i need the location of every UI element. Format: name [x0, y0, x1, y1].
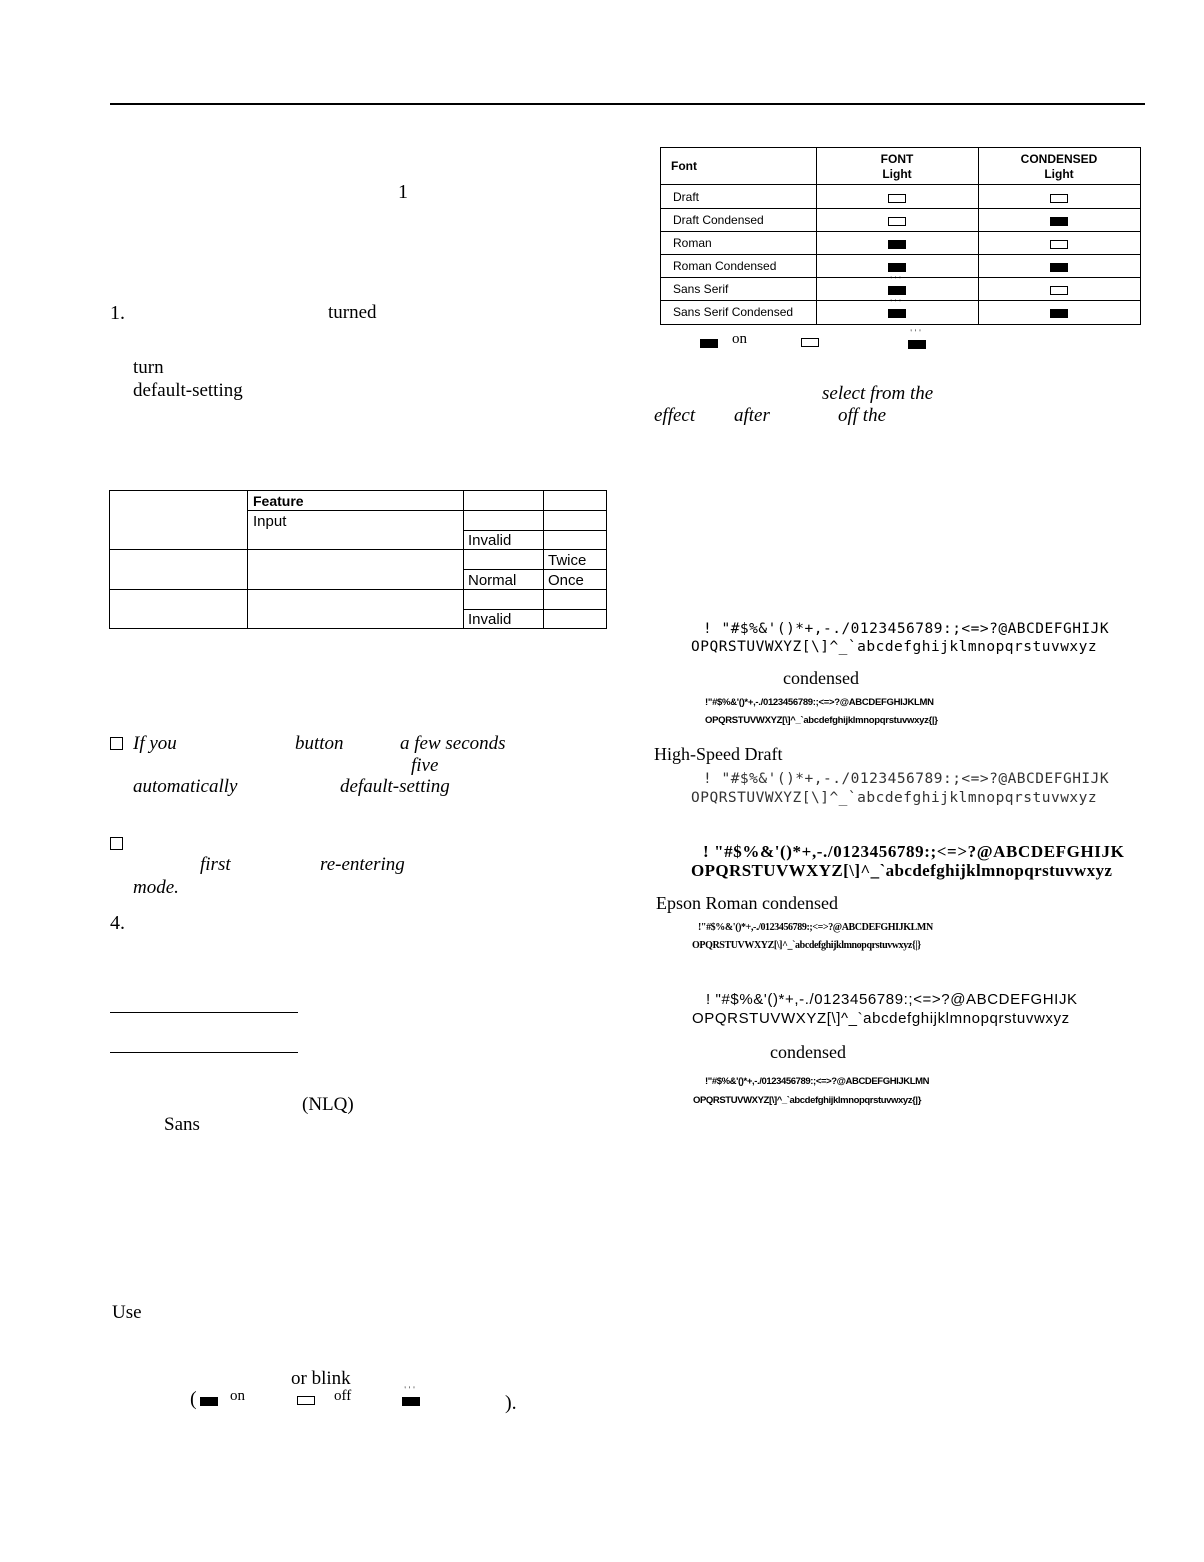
led-font-off-icon — [888, 194, 906, 203]
blink-rays-icon: ''' — [404, 1385, 418, 1394]
light-on-icon — [200, 1397, 218, 1406]
table-cell-invalid-2: Invalid — [468, 611, 512, 628]
roman-sample-line-1: ! "#$%&'()*+,-./0123456789:;<=>?@ABCDEFGHIJK — [703, 842, 1125, 861]
hsd-sample-line-1: ! "#$%&'()*+,-./0123456789:;<=>?@ABCDEFGHIJK — [703, 771, 1110, 787]
step-4-number: 4. — [110, 912, 125, 934]
right-legend-on: on — [732, 331, 747, 347]
roman-sample-line-2: OPQRSTUVWXYZ[\]^_`abcdefghijklmnopqrstuvwxyz — [691, 861, 1113, 880]
epson-roman-condensed-label: Epson Roman condensed — [656, 893, 838, 913]
note-bullet-icon — [110, 837, 123, 850]
select-from-the-text: select from the — [822, 383, 934, 404]
led-blink-rays-icon: ''' — [890, 275, 904, 284]
legend-off-label: off — [334, 1388, 352, 1404]
led-cond-on-icon — [1050, 309, 1068, 318]
nlq-text: (NLQ) — [302, 1094, 354, 1115]
condensed-label-2: condensed — [770, 1042, 846, 1062]
header-rule — [110, 103, 1145, 105]
step-1-word: turned — [328, 302, 377, 323]
light-off-icon — [297, 1396, 315, 1405]
col-header-condensed-light: CONDENSED Light — [1020, 152, 1098, 181]
note-2-bullet — [110, 833, 133, 855]
led-cond-off-icon — [1050, 240, 1068, 249]
table-cell-invalid: Invalid — [468, 532, 512, 549]
led-cond-on-icon — [1050, 263, 1068, 272]
led-blink-rays-icon: ''' — [890, 298, 904, 307]
note-1: If you — [110, 733, 177, 755]
note-1-button: button — [295, 733, 344, 754]
table-header-feature: Feature — [253, 493, 304, 509]
legend-blink-icon — [908, 340, 926, 349]
legend-close-paren: ). — [505, 1392, 517, 1414]
sans-text: Sans — [164, 1114, 200, 1135]
default-setting-word: default-setting — [133, 380, 243, 401]
note-1-default-setting: default-setting — [340, 776, 450, 797]
led-cond-off-icon — [1050, 194, 1068, 203]
roman-condensed-line-1: !"#$%&'()*+,-./0123456789:;<=>?@ABCDEFGHIJKLMN — [698, 922, 933, 933]
legend-open-paren: ( — [190, 1388, 197, 1410]
feature-table — [109, 490, 607, 629]
note-1-automatically: automatically — [133, 776, 238, 797]
col-header-font-light: FONT Light — [880, 152, 914, 181]
effect-text: effect — [654, 405, 696, 426]
led-cond-off-icon — [1050, 286, 1068, 295]
draft-condensed-line-1: !"#$%&'()*+,-./0123456789:;<=>?@ABCDEFGHIJKLMN — [705, 697, 934, 708]
note-2-first: first — [200, 854, 231, 875]
draft-sample-line-1: ! "#$%&'()*+,-./0123456789:;<=>?@ABCDEFGHIJK — [703, 621, 1110, 637]
legend-blink-rays-icon: ''' — [910, 328, 924, 337]
table-cell-input: Input — [253, 513, 287, 530]
after-text: after — [734, 405, 770, 426]
led-cond-on-icon — [1050, 217, 1068, 226]
sans-condensed-line-1: !"#$%&'()*+,-./0123456789:;<=>?@ABCDEFGHIJKLMN — [705, 1076, 930, 1087]
row-draft-condensed: Draft Condensed — [673, 213, 764, 227]
off-the-text: off the — [838, 405, 887, 426]
row-roman-condensed: Roman Condensed — [673, 259, 777, 273]
row-sans-serif-condensed: Sans Serif Condensed — [673, 305, 794, 319]
table-cell-once: Once — [548, 572, 584, 589]
high-speed-draft-label: High-Speed Draft — [654, 744, 783, 764]
step-1-number: 1. — [110, 302, 125, 324]
led-font-off-icon — [888, 217, 906, 226]
draft-condensed-line-2: OPQRSTUVWXYZ[\]^_`abcdefghijklmnopqrstuvwxyz{|} — [705, 715, 938, 726]
section-rule-2 — [110, 1052, 298, 1053]
legend-on-label: on — [230, 1388, 245, 1404]
number-one: 1 — [398, 181, 408, 203]
hsd-sample-line-2: OPQRSTUVWXYZ[\]^_`abcdefghijklmnopqrstuvwxyz — [691, 790, 1098, 806]
font-lights-table — [660, 147, 1141, 325]
note-2-re-entering: re-entering — [320, 854, 405, 875]
sans-condensed-line-2: OPQRSTUVWXYZ[\]^_`abcdefghijklmnopqrstuvwxyz{|} — [693, 1095, 921, 1106]
light-blink-icon — [402, 1397, 420, 1406]
section-rule-1 — [110, 1012, 298, 1013]
row-sans-serif: Sans Serif — [673, 282, 729, 296]
row-roman: Roman — [673, 236, 712, 250]
or-blink-text: or blink — [291, 1368, 351, 1389]
note-1-few-seconds: a few seconds — [400, 733, 506, 754]
table-cell-normal: Normal — [468, 572, 517, 589]
sans-serif-sample-line-2: OPQRSTUVWXYZ[\]^_`abcdefghijklmnopqrstuvwxyz — [692, 1010, 1070, 1027]
note-bullet-icon — [110, 737, 123, 750]
led-font-blink-icon — [888, 309, 906, 318]
roman-condensed-line-2: OPQRSTUVWXYZ[\]^_`abcdefghijklmnopqrstuvwxyz{|} — [692, 940, 921, 951]
use-text: Use — [112, 1302, 142, 1323]
row-draft: Draft — [673, 190, 700, 204]
turn-word: turn — [133, 357, 164, 378]
led-font-on-icon — [888, 240, 906, 249]
condensed-label-1: condensed — [783, 668, 859, 688]
led-font-on-icon — [888, 263, 906, 272]
led-font-blink-icon — [888, 286, 906, 295]
note-2-mode: mode. — [133, 877, 179, 898]
legend-on-icon — [700, 339, 718, 348]
col-header-font: Font — [671, 159, 697, 173]
sans-serif-sample-line-1: ! "#$%&'()*+,-./0123456789:;<=>?@ABCDEFGHIJK — [706, 991, 1078, 1008]
note-1-five: five — [411, 755, 439, 776]
draft-sample-line-2: OPQRSTUVWXYZ[\]^_`abcdefghijklmnopqrstuvwxyz — [691, 639, 1098, 655]
table-cell-twice: Twice — [548, 552, 587, 569]
legend-off-icon — [801, 338, 819, 347]
